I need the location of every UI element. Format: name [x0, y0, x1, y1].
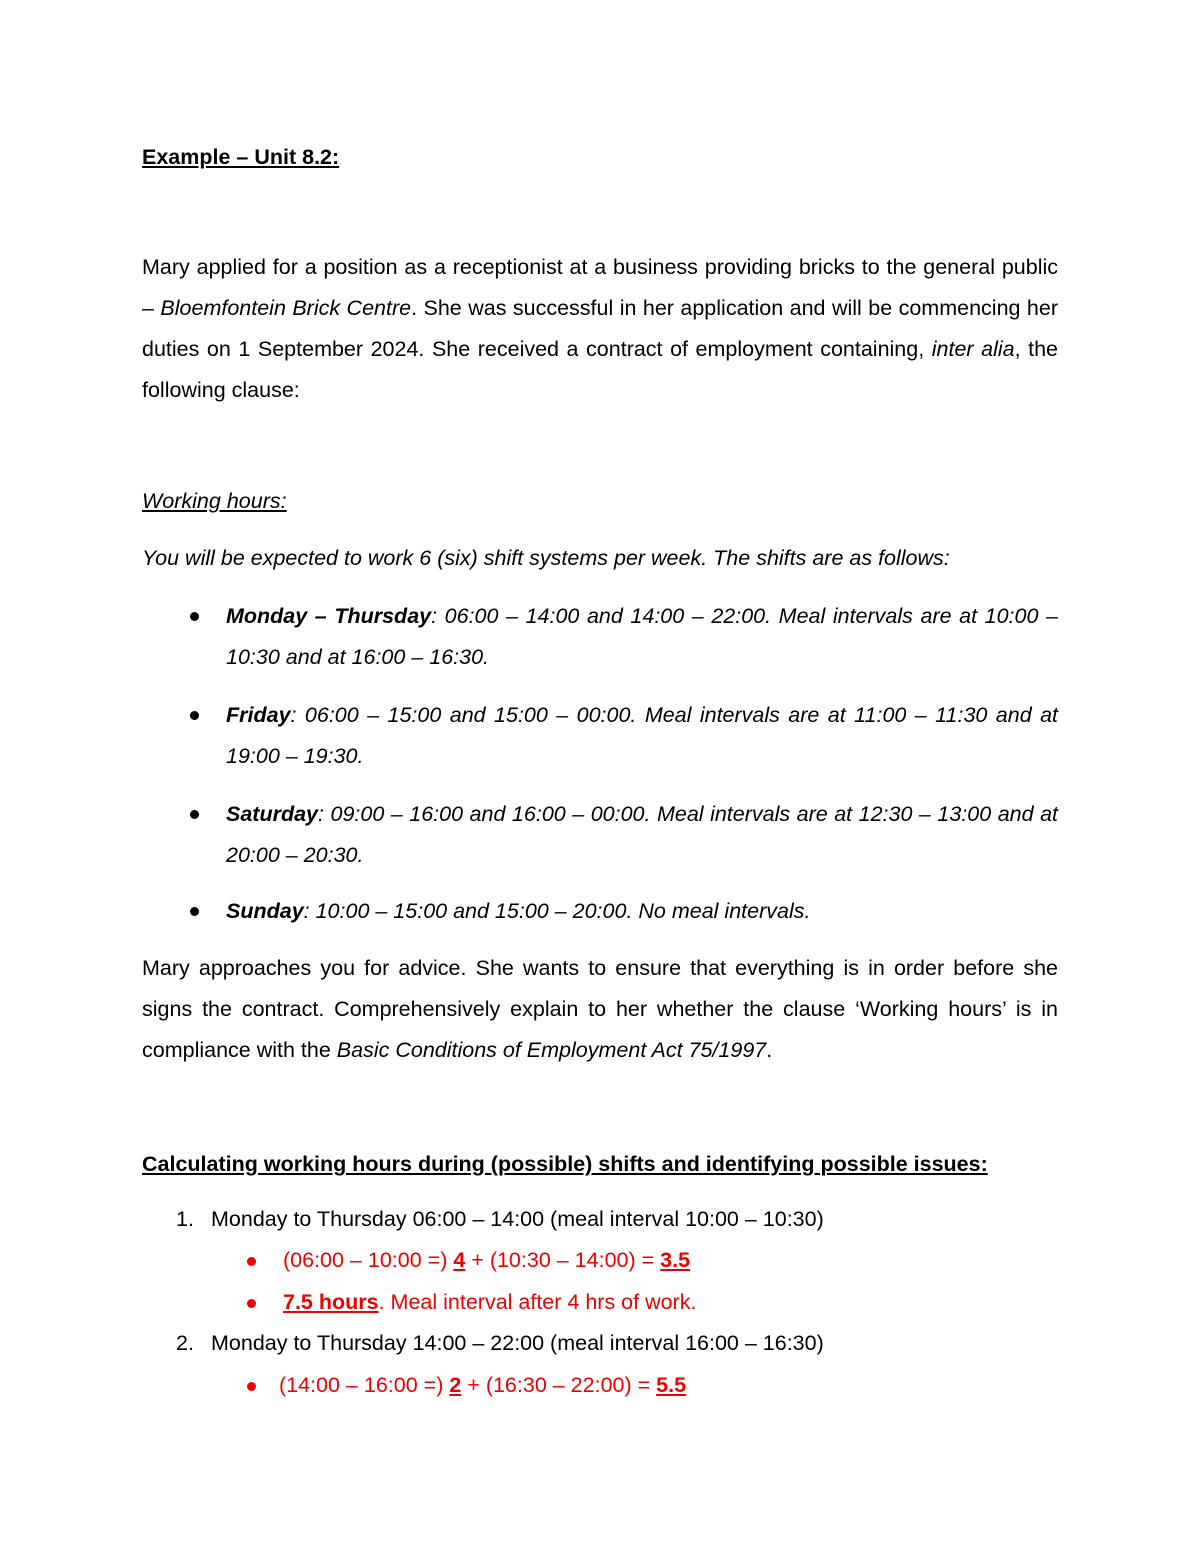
shift-item-friday [226, 695, 1058, 777]
shift-text: : 06:00 – 15:00 and 15:00 – 00:00. Meal intervals are at 11:00 – 11:30 and at 19:00 – 19:30. [226, 703, 1058, 768]
bullet-icon [247, 1257, 256, 1266]
calc-item-text: Monday to Thursday 14:00 – 22:00 (meal interval 16:00 – 16:30) [211, 1331, 824, 1355]
calc-total-value: 7.5 hours [283, 1290, 379, 1314]
calc-item-number: 1. [176, 1207, 194, 1231]
shift-text: : 10:00 – 15:00 and 15:00 – 20:00. No meal intervals. [303, 899, 811, 923]
shift-text: : 09:00 – 16:00 and 16:00 – 00:00. Meal intervals are at 12:30 – 13:00 and at 20:00 – 20:30. [226, 802, 1058, 867]
shift-day: Sunday [226, 899, 304, 923]
shift-item-saturday [226, 794, 1058, 876]
clause-lead: You will be expected to work 6 (six) shift systems per week. The shifts are as follows: [142, 546, 950, 570]
shift-item-sunday [226, 891, 1058, 932]
act-name: Basic Conditions of Employment Act 75/1997 [336, 1038, 767, 1062]
bullet-icon [190, 810, 199, 819]
bullet-icon [190, 907, 199, 916]
shift-day: Friday [226, 703, 291, 727]
bullet-icon [190, 711, 199, 720]
calc-note: . Meal interval after 4 hrs of work. [378, 1290, 697, 1314]
calc-breakdown [279, 1370, 686, 1400]
calc-total [283, 1287, 696, 1317]
calc-item-text: Monday to Thursday 06:00 – 14:00 (meal interval 10:00 – 10:30) [211, 1207, 824, 1231]
question-text-2: . [766, 1038, 773, 1062]
shift-day: Monday – Thursday [226, 604, 432, 628]
intro-text-1: Mary applied for a position as a receptionist at a business providing bricks to the general public – [142, 255, 1058, 320]
calc-part: + (16:30 – 22:00) = [461, 1373, 657, 1397]
calc-value: 4 [453, 1248, 466, 1272]
calc-value: 5.5 [656, 1373, 687, 1397]
question-paragraph [142, 948, 1058, 1071]
intro-paragraph [142, 247, 1058, 411]
page-title: Example – Unit 8.2: [142, 145, 340, 169]
calc-value: 3.5 [660, 1248, 691, 1272]
bullet-icon [247, 1299, 256, 1308]
calc-heading: Calculating working hours during (possible) shifts and identifying possible issues: [142, 1152, 988, 1176]
latin-phrase: inter alia [931, 337, 1015, 361]
intro-text-2: . She was successful in her application and will be commencing her duties on 1 September 2024. She received a contract of employment containing, [142, 296, 1058, 361]
shift-item-mon-thu [226, 596, 1058, 678]
shift-text: : 06:00 – 14:00 and 14:00 – 22:00. Meal intervals are at 10:00 – 10:30 and at 16:00 – 16:30. [226, 604, 1058, 669]
bullet-icon [247, 1382, 256, 1391]
calc-value: 2 [449, 1373, 462, 1397]
clause-heading: Working hours: [142, 489, 287, 513]
question-text-1: Mary approaches you for advice. She wants to ensure that everything is in order before she signs the contract. Comprehensively explain to her whether the clause ‘Working hours’ is in compliance with the [142, 956, 1058, 1062]
calc-part: (06:00 – 10:00 =) [283, 1248, 454, 1272]
bullet-icon [190, 612, 199, 621]
calc-breakdown [283, 1245, 690, 1275]
calc-item-number: 2. [176, 1331, 194, 1355]
calc-part: (14:00 – 16:00 =) [279, 1373, 450, 1397]
shift-day: Saturday [226, 802, 319, 826]
calc-part: + (10:30 – 14:00) = [465, 1248, 661, 1272]
company-name: Bloemfontein Brick Centre [160, 296, 412, 320]
intro-text-3: , the following clause: [142, 337, 1058, 402]
